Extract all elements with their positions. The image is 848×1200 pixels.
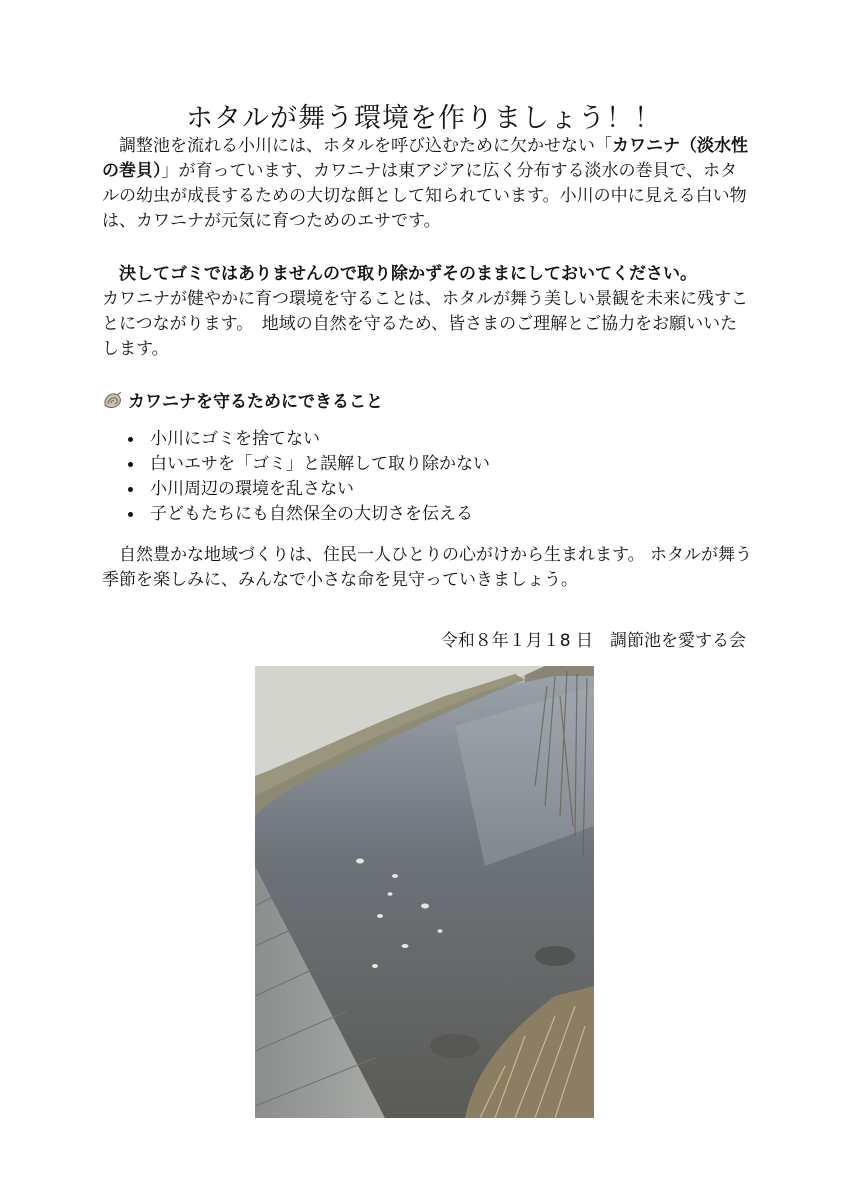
- list-item-text: 白いエサを「ゴミ」と誤解して取り除かない: [150, 454, 490, 474]
- page-title: ホタルが舞う環境を作りましょう！！: [186, 103, 662, 135]
- section-heading-text: カワニナを守るためにできること: [128, 392, 383, 412]
- list-item-text: 小川にゴミを捨てない: [150, 429, 320, 449]
- list-item: [128, 477, 490, 502]
- intro-text-2: 」が育っています、カワニナは東アジアに広く分布する淡水の巻貝で、ホタルの幼虫が成長するための大切な餌として知られています。小川の中に見える白い物は、カワニナが元気に育つためのエサです。: [102, 161, 747, 231]
- intro-highlight: カワニナ（淡水性の巻貝）: [102, 136, 748, 181]
- bullet-icon: [128, 437, 133, 442]
- bullet-icon: [128, 487, 133, 492]
- intro-paragraph: [102, 134, 754, 234]
- notice-paragraph: [102, 262, 754, 362]
- list-item-text: 小川周辺の環境を乱さない: [150, 479, 354, 499]
- bullet-icon: [128, 512, 133, 517]
- stream-photo: [255, 666, 594, 1118]
- list-item: [128, 427, 490, 452]
- list-item: [128, 502, 490, 527]
- bullet-icon: [128, 462, 133, 467]
- tips-list: [128, 427, 490, 527]
- list-item: [128, 452, 490, 477]
- notice-text: カワニナが健やかに育つ環境を守ることは、ホタルが舞う美しい景観を未来に残すことにつながります。 地域の自然を守るため、皆さまのご理解とご協力をお願いいたします。: [102, 289, 748, 359]
- notice-emphasis: 決してゴミではありませんので取り除かずそのままにしておいてください。: [102, 264, 697, 284]
- intro-text-1: 調整池を流れる小川には、ホタルを呼び込むために欠かせない「: [102, 136, 612, 156]
- shell-icon: [102, 390, 124, 410]
- closing-paragraph: 自然豊かな地域づくりは、住民一人ひとりの心がけから生まれます。 ホタルが舞う季節を楽しみに、みんなで小さな命を見守っていきましょう。: [102, 545, 753, 590]
- section-heading: [102, 387, 383, 412]
- signature: 令和８年１月１8 日 調節池を愛する会: [440, 631, 746, 651]
- list-item-text: 子どもたちにも自然保全の大切さを伝える: [150, 504, 473, 524]
